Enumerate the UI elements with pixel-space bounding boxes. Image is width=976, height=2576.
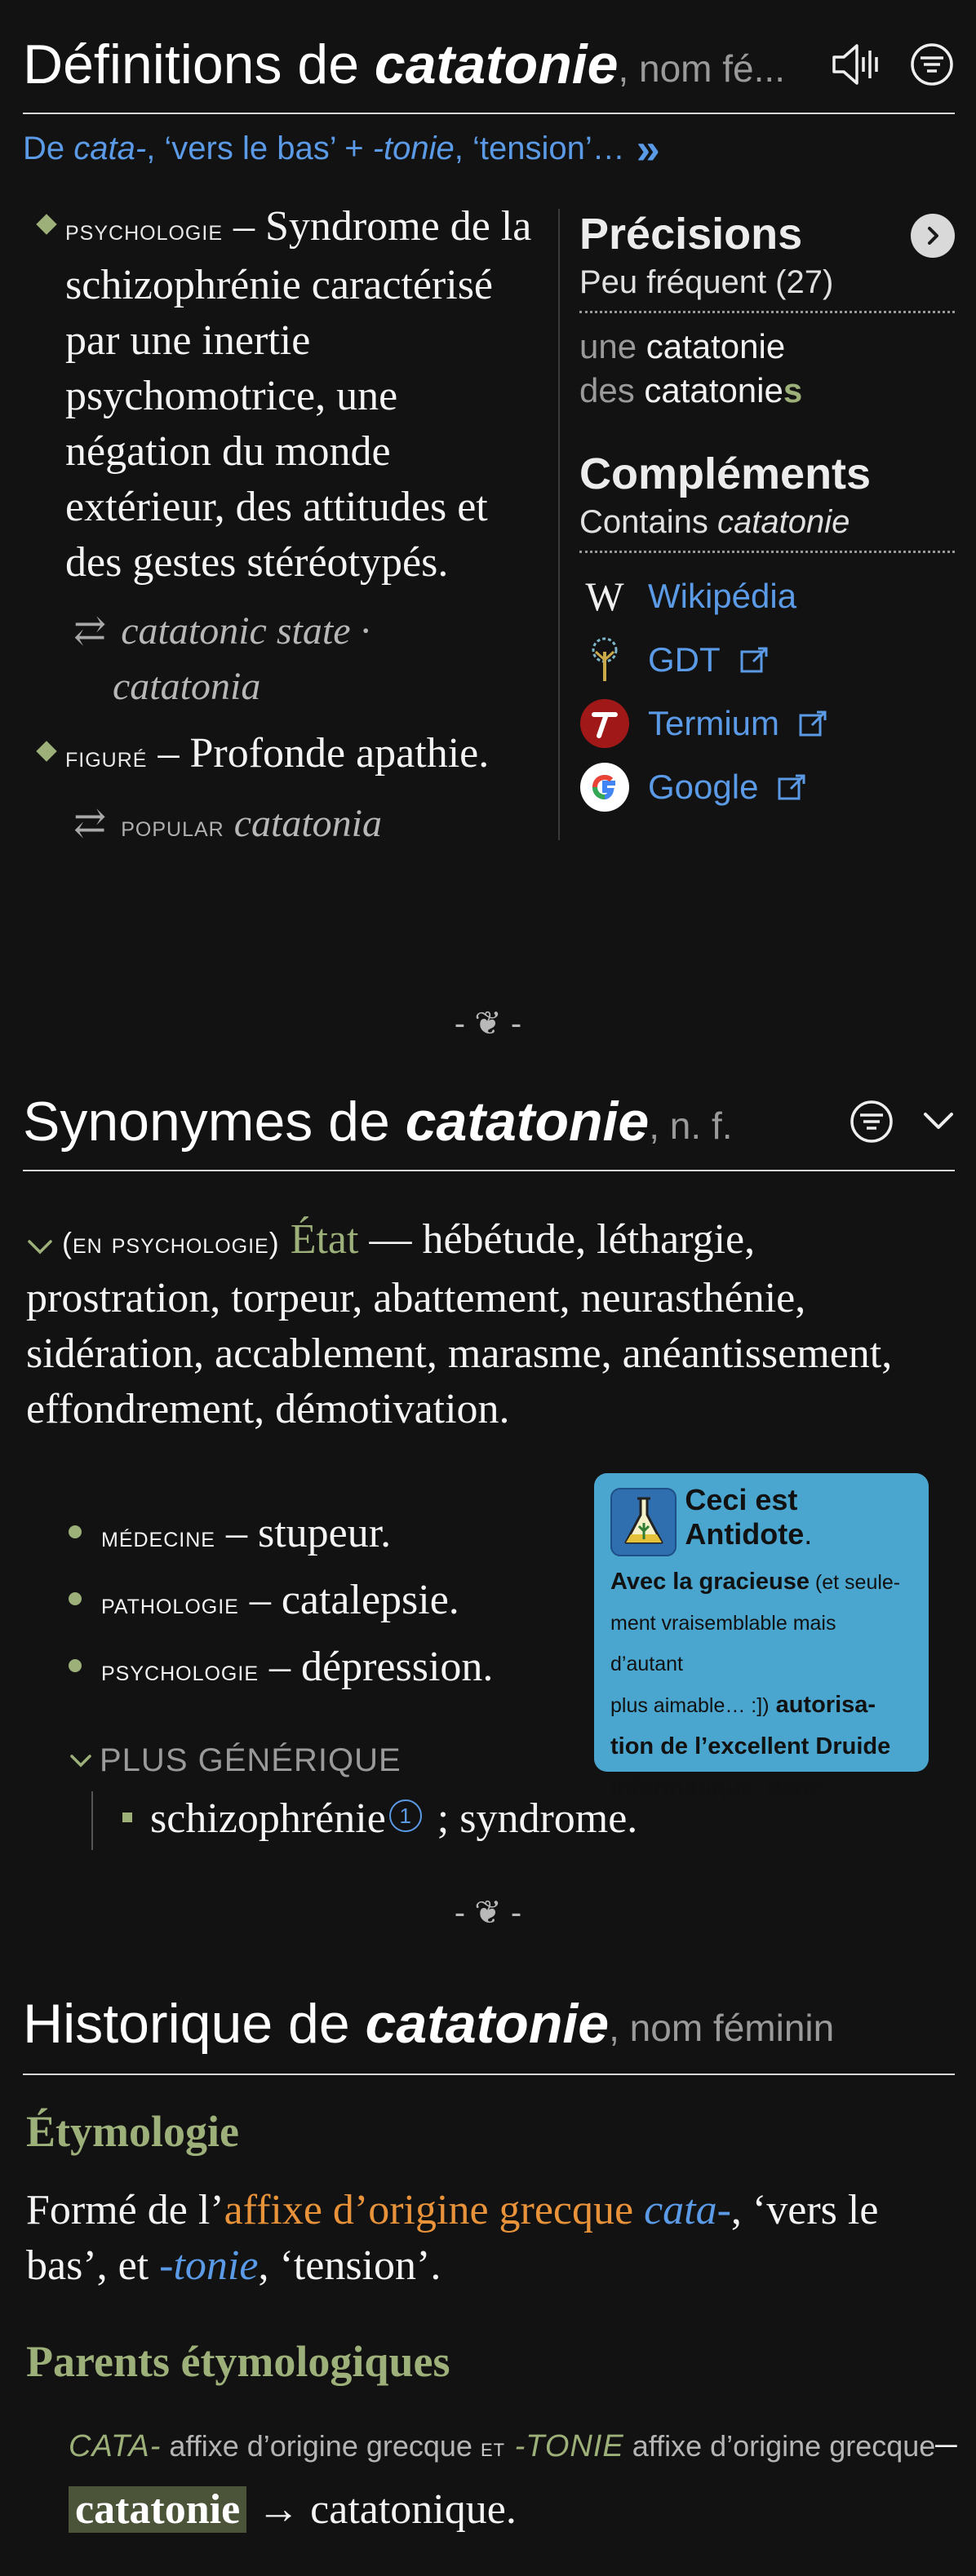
definition-list bbox=[38, 199, 535, 854]
definition-text: Syndrome de la schizophrénie caractérisé par une inertie psychomotrice, une négation du monde extérieur, des attitudes et des gestes stéréotypés. bbox=[65, 203, 532, 586]
diamond-bullet-icon bbox=[36, 214, 56, 234]
filter-menu-icon[interactable] bbox=[849, 1099, 894, 1144]
contains-label: Contains catatonie bbox=[579, 504, 850, 540]
antidote-ad[interactable]: Ceci est Antidote. Avec la gracieuse (et seule- ment vraisemblable mais d’autant plus aimable… :]) autorisa- tion de l’excellent Druide Informatique, donc. bbox=[594, 1473, 929, 1772]
wikipedia-logo-icon: W bbox=[585, 573, 624, 619]
current-word-highlight: catatonie bbox=[69, 2486, 246, 2533]
speaker-icon[interactable] bbox=[831, 42, 881, 86]
bullet-icon bbox=[69, 1659, 82, 1672]
chevron-down-icon[interactable] bbox=[922, 1111, 955, 1132]
diamond-bullet-icon bbox=[36, 741, 56, 761]
chevron-right-icon bbox=[922, 225, 943, 246]
google-logo-icon bbox=[579, 762, 630, 812]
next-button[interactable] bbox=[911, 214, 955, 258]
parent-tonie[interactable]: -TONIE bbox=[505, 2429, 624, 2463]
domain-label: (en psychologie) bbox=[62, 1226, 280, 1259]
external-link-icon bbox=[739, 644, 771, 676]
domain-label: figuré bbox=[65, 740, 148, 773]
external-link-icon bbox=[776, 771, 809, 803]
swap-arrows-icon: ⇄ bbox=[73, 609, 107, 653]
gdt-tree-icon bbox=[579, 635, 630, 685]
translation: ⇄ catatonic state · catatonia bbox=[73, 609, 370, 708]
definitions-pos: , nom fé... bbox=[618, 47, 785, 90]
synonym-subitem: psychologie – dépression. bbox=[69, 1640, 493, 1698]
synonym-subitem: pathologie – catalepsie. bbox=[69, 1573, 459, 1631]
side-panel bbox=[558, 209, 955, 840]
section-separator: - ❦ - bbox=[454, 1006, 522, 1042]
bullet-icon bbox=[69, 1592, 82, 1605]
termium-logo-icon bbox=[579, 698, 630, 749]
filter-menu-icon[interactable] bbox=[909, 42, 955, 87]
bullet-icon bbox=[69, 1525, 82, 1538]
synonyms-pos: , n. f. bbox=[649, 1104, 733, 1147]
collapse-chevron-icon[interactable] bbox=[26, 1215, 54, 1271]
external-link-icon bbox=[797, 707, 830, 740]
complements-title: Compléments bbox=[579, 449, 872, 498]
link-google[interactable]: Google bbox=[579, 755, 955, 819]
frequency-label: Peu fréquent (27) bbox=[579, 264, 834, 300]
generic-toggle[interactable]: PLUS GÉNÉRIQUE bbox=[69, 1742, 401, 1779]
etymological-parents: CATA- affixe d’origine grecque et -TONIE affixe d’origine grecque–catatonie → catatonique. bbox=[69, 2419, 957, 2533]
synonym-group: (en psychologie) État — hébétude, léthargie, prostration, torpeur, abattement, neurasthénie, sidération, accablement, marasme, anéantissement, effondrement, démotivation. bbox=[26, 1216, 893, 1433]
synonyms-title: Synonymes de catatonie bbox=[23, 1091, 650, 1153]
etymology-text: Formé de l’affixe d’origine grecque cata-, ‘vers le bas’, et -tonie, ‘tension’. bbox=[26, 2187, 879, 2289]
link-termium[interactable]: Termium bbox=[579, 692, 955, 755]
precisions-title: Précisions bbox=[579, 210, 803, 259]
affix-link[interactable]: affixe d’origine grecque bbox=[224, 2187, 634, 2233]
definitions-header bbox=[23, 16, 955, 114]
definition-item: psychologie – Syndrome de la schizophrénie caractérisé par une inertie psychomotrice, une négation du monde extérieur, des attitudes et des gestes stéréotypés. ⇄ catatonic state · catatonia bbox=[38, 199, 535, 715]
history-title: Historique de catatonie bbox=[23, 1993, 610, 2055]
square-bullet-icon bbox=[122, 1812, 132, 1822]
etymology-heading: Étymologie bbox=[26, 2107, 239, 2156]
synonym-list[interactable]: hébétude, léthargie, prostration, torpeur, abattement, neurasthénie, sidération, accablement, marasme, anéantissement, effondrement, démotivation. bbox=[26, 1216, 893, 1433]
history-header bbox=[23, 1974, 955, 2075]
link-gdt[interactable]: GDT bbox=[579, 628, 955, 692]
history-pos: , nom féminin bbox=[609, 2007, 835, 2049]
expand-chevron-icon[interactable]: » bbox=[636, 125, 660, 173]
antidote-text: Avec la gracieuse (et seule- ment vraisemblable mais d’autant plus aimable… :]) autorisa- tion de l’excellent Druide Informatique, donc. bbox=[610, 1569, 901, 1800]
definition-item: figuré – Profonde apathie. ⇄ popular catatonia bbox=[38, 726, 535, 854]
divider bbox=[579, 311, 955, 313]
translation: ⇄ popular catatonia bbox=[73, 802, 383, 845]
synonym-head: État bbox=[290, 1216, 359, 1263]
swap-arrows-icon: ⇄ bbox=[73, 802, 107, 845]
domain-label: psychologie bbox=[65, 213, 223, 246]
parents-heading: Parents étymologiques bbox=[26, 2337, 450, 2386]
forms: une catatonie des catatonies bbox=[579, 327, 803, 409]
divider bbox=[579, 551, 955, 553]
antidote-flask-icon bbox=[610, 1488, 677, 1556]
chevron-down-icon bbox=[69, 1753, 93, 1769]
generic-list: schizophrénie 1 ; syndrome. bbox=[91, 1791, 637, 1850]
homonym-number-badge: 1 bbox=[389, 1799, 422, 1832]
etymology-summary[interactable]: De cata-, ‘vers le bas’ + -tonie, ‘tension’… » bbox=[23, 125, 660, 173]
section-separator: - ❦ - bbox=[454, 1895, 522, 1931]
definition-text: Profonde apathie. bbox=[189, 730, 490, 777]
parent-cata[interactable]: CATA- bbox=[69, 2429, 162, 2463]
derived-word[interactable]: catatonique. bbox=[310, 2486, 517, 2533]
definitions-title: Définitions de catatonie bbox=[23, 33, 619, 95]
link-wikipedia[interactable]: W Wikipédia bbox=[579, 564, 955, 628]
synonyms-header bbox=[23, 1073, 955, 1171]
synonym-subitem: médecine – stupeur. bbox=[69, 1506, 391, 1565]
